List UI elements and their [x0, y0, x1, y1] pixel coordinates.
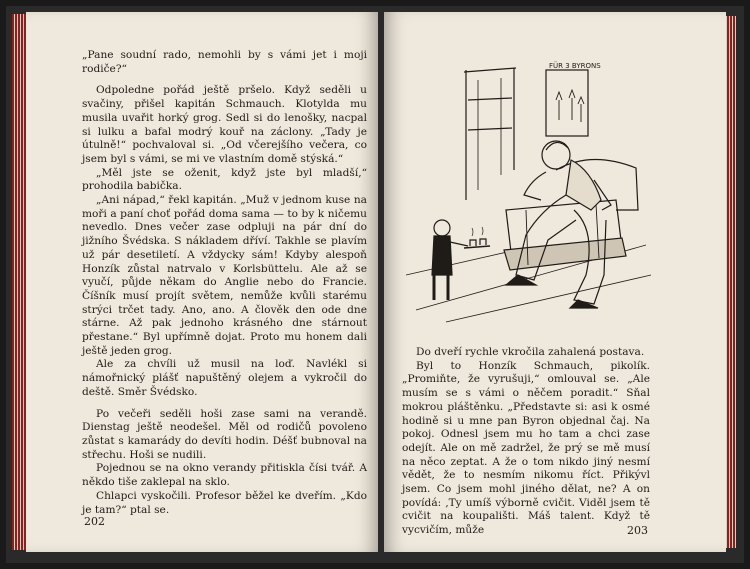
right-page — [384, 12, 726, 552]
book-spread — [6, 6, 744, 563]
right-page-text — [402, 346, 650, 538]
paragraph: Chlapci vyskočili. Profesor běžel ke dveřím. „Kdo je tam?“ ptal se. — [82, 489, 367, 516]
paragraph: Do dveří rychle vkročila zahalená postava. — [416, 346, 645, 358]
paragraph: Ale za chvíli už musil na loď. Navlékl si námořnický plášť napuštěný olejem a vykročil do deště. Směr Švédsko. — [82, 358, 367, 398]
illustration — [406, 60, 656, 330]
paragraph: „Pane soudní rado, nemohli by s vámi jet i moji rodiče?“ — [82, 49, 367, 75]
poster-text: FÜR 3 BYRONS — [549, 62, 601, 70]
page-number: 203 — [627, 524, 648, 537]
paragraph: „Měl jste se oženit, když jste byl mladší,“ prohodila babička. — [82, 166, 367, 193]
paragraph: „Ani nápad,“ řekl kapitán. „Muž v jednom kuse na moři a paní choť pořád doma sama — to by k ničemu nevedlo. Dnes večer zase odpluji na pár dní do jižního Švédska. S nákladem dříví. Takhle se plavím už pár desetiletí. A vždycky sám! Kdyby alespoň Honzík zůstal natrvalo v Korlsbüttelu. Ale až se vyučí, půjde někam do Anglie nebo do Francie. Číšník musí projít světem, nemůže kvůli starému strýci trčet tady. Ano, ano. A člověk den ode dne stárne. Až pak jednoho krásného dne stárnout přestane.“ Byl upřímně dojat. Proto mu honem dali ještě jeden grog. — [82, 194, 367, 357]
left-page-text — [82, 49, 367, 517]
paragraph: Byl to Honzík Schmauch, pikolík. „Promiňte, že vyrušuji,“ omlouval se. „Ale musím se s vámi o něčem poradit.“ Sňal mokrou pláštěnku. „Představte si: asi k osmé hodině si u mne pan Byron objednal čaj. Na pokoj. Odnesl jsem mu ho tam a chci zase odejít. Ale on mě zadržel, že prý se mě musí na něco zeptat. A že o tom nikdo jiný nesmí vědět, že to nesmím nikomu říct. Přikývl jsem. Co jsem mohl jiného dělat, ne? A on povídá: ‚Ty umíš výborně cvičit. Viděl jsem tě cvičit na koupališti. Máš talent. Když tě vycvičím, může — [402, 359, 650, 537]
paragraph: Odpoledne pořád ještě pršelo. Když seděli u svačiny, přišel kapitán Schmauch. Klotylda mu musila uvařit horký grog. Sedl si do lenošky, nacpal si lulku a bafal modrý kouř na záclony. „Tady je útulně!“ pochvaloval si. „Od včerejšího večera, co jsem byl s vámi, se mi ve vlastním domě stýská.“ — [82, 84, 367, 165]
page-edges-right — [726, 16, 736, 548]
paragraph: Po večeři seděli hoši zase sami na verandě. Dienstag ještě neodešel. Měl od rodičů povoleno zůstat s kamarády do devíti hodin. Déšť bubnoval na střechu. Hoši se nudili. — [82, 407, 367, 461]
paragraph: Pojednou se na okno verandy přitiskla čísi tvář. A někdo tiše zaklepal na sklo. — [82, 462, 367, 489]
left-page — [26, 12, 378, 552]
page-number: 202 — [84, 515, 105, 528]
